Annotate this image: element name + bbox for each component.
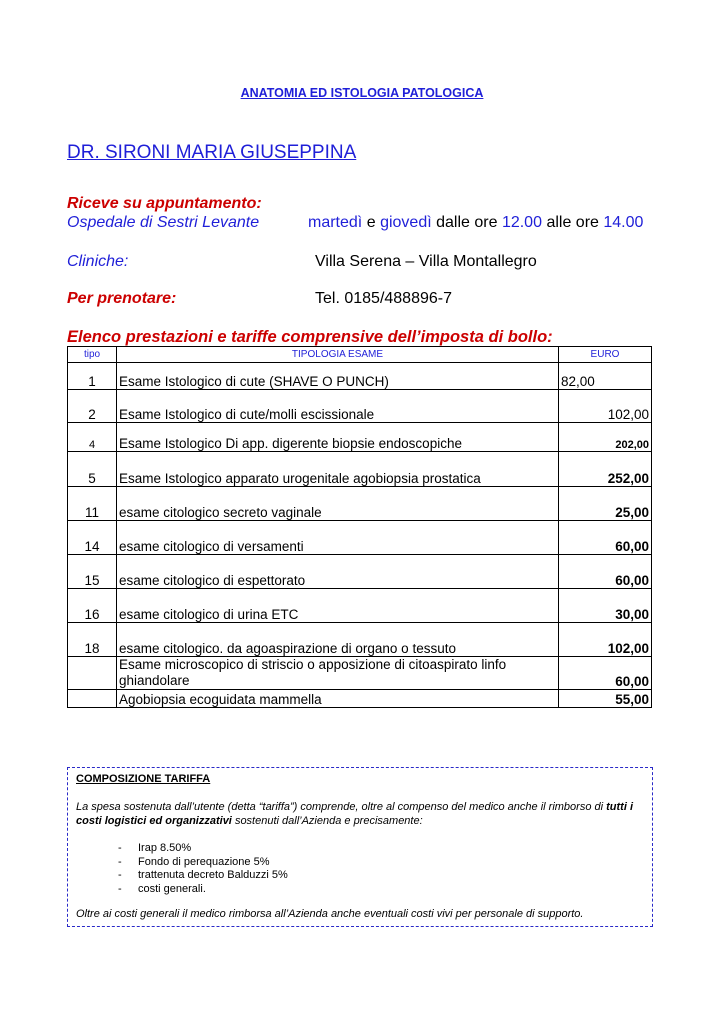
row-desc: esame citologico. da agoaspirazione di organo o tessuto [117, 623, 559, 657]
row-desc: Agobiopsia ecoguidata mammella [117, 690, 559, 708]
row-price: 55,00 [559, 690, 652, 708]
row-price: 202,00 [559, 423, 652, 452]
row-price: 25,00 [559, 487, 652, 521]
table-row [68, 690, 652, 708]
table-row [68, 363, 652, 390]
row-price: 60,00 [559, 521, 652, 555]
table-row [68, 423, 652, 452]
clinics-label: Cliniche: [67, 253, 129, 270]
table-row [68, 390, 652, 423]
services-title: Elenco prestazioni e tariffe comprensive dell’imposta di bollo: [67, 328, 553, 346]
row-desc: esame citologico secreto vaginale [117, 487, 559, 521]
col-tipo: tipo [68, 347, 117, 363]
row-price: 252,00 [559, 452, 652, 487]
list-item: - Fondo di perequazione 5% [118, 856, 288, 870]
appointment-label: Riceve su appuntamento: [67, 195, 262, 212]
row-desc: esame citologico di versamenti [117, 521, 559, 555]
row-price: 102,00 [559, 623, 652, 657]
appointment-schedule [308, 214, 643, 232]
composition-footer: Oltre ai costi generali il medico rimborsa all’Azienda anche eventuali costi vivi per personale di supporto. [76, 908, 584, 920]
list-item: - trattenuta decreto Balduzzi 5% [118, 869, 288, 883]
composition-list [118, 842, 288, 896]
day-2: giovedì [380, 214, 432, 231]
row-desc: esame citologico di espettorato [117, 555, 559, 589]
department-title: ANATOMIA ED ISTOLOGIA PATOLOGICA [240, 86, 484, 100]
row-price: 60,00 [559, 555, 652, 589]
row-tipo: 5 [68, 452, 117, 487]
table-row [68, 657, 652, 690]
row-tipo: 15 [68, 555, 117, 589]
services-table [67, 346, 652, 708]
list-item: - costi generali. [118, 883, 288, 897]
intro-bold-text: tutti i costi logistici ed organizzativi [76, 801, 634, 827]
row-tipo [68, 690, 117, 708]
to-text: alle ore [546, 214, 599, 231]
time-start: 12.00 [501, 214, 542, 231]
row-price: 102,00 [559, 390, 652, 423]
row-tipo: 18 [68, 623, 117, 657]
list-item: - Irap 8.50% [118, 842, 288, 856]
booking-phone: Tel. 0185/488896-7 [315, 290, 452, 307]
col-tipologia: TIPOLOGIA ESAME [117, 347, 559, 363]
table-header-row [68, 347, 652, 363]
composition-box [67, 767, 653, 927]
table-row [68, 452, 652, 487]
table-row [68, 521, 652, 555]
row-tipo: 1 [68, 363, 117, 390]
row-desc: Esame Istologico apparato urogenitale agobiopsia prostatica [117, 452, 559, 487]
table-row [68, 589, 652, 623]
intro-text-b: sostenuti dall’Azienda e precisamente: [234, 815, 423, 827]
row-tipo: 14 [68, 521, 117, 555]
table-row [68, 555, 652, 589]
day-1: martedì [308, 214, 363, 231]
row-tipo: 4 [68, 423, 117, 452]
row-tipo: 2 [68, 390, 117, 423]
row-desc: Esame Istologico di cute (SHAVE O PUNCH) [117, 363, 559, 390]
table-row [68, 623, 652, 657]
row-price: 82,00 [559, 363, 652, 390]
row-desc: Esame microscopico di striscio o apposizione di citoaspirato linfo ghiandolare [117, 657, 559, 690]
composition-title: COMPOSIZIONE TARIFFA [76, 773, 211, 785]
row-desc: esame citologico di urina ETC [117, 589, 559, 623]
composition-intro [76, 800, 646, 828]
from-text: dalle ore [436, 214, 498, 231]
row-price: 60,00 [559, 657, 652, 690]
row-tipo: 16 [68, 589, 117, 623]
row-tipo [68, 657, 117, 690]
appointment-location: Ospedale di Sestri Levante [67, 214, 260, 231]
col-euro: EURO [559, 347, 652, 363]
intro-text-a: La spesa sostenuta dall’utente (detta “tariffa”) comprende, oltre al compenso del medico anche il rimborso di [76, 801, 604, 813]
row-desc: Esame Istologico di cute/molli escissionale [117, 390, 559, 423]
and-text: e [366, 214, 376, 231]
table-row [68, 487, 652, 521]
row-desc: Esame Istologico Di app. digerente biopsie endoscopiche [117, 423, 559, 452]
row-price: 30,00 [559, 589, 652, 623]
clinics-value: Villa Serena – Villa Montallegro [315, 253, 537, 270]
booking-label: Per prenotare: [67, 290, 177, 307]
doctor-name: DR. SIRONI MARIA GIUSEPPINA [67, 142, 357, 163]
time-end: 14.00 [603, 214, 644, 231]
row-tipo: 11 [68, 487, 117, 521]
